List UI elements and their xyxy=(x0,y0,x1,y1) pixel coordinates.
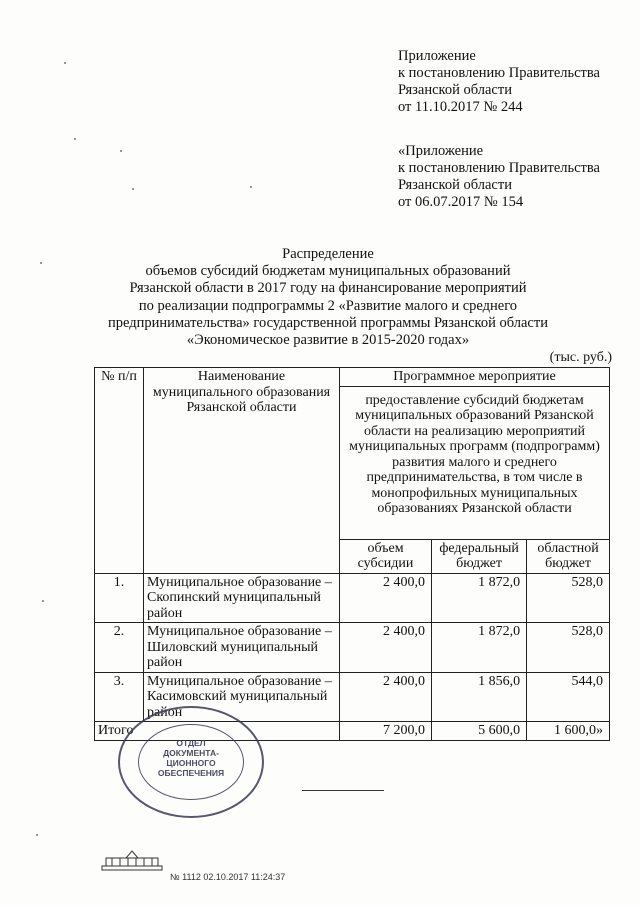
header-federal: федеральный бюджет xyxy=(432,539,527,573)
total-label: Итого xyxy=(95,722,340,741)
total-federal: 5 600,0 xyxy=(432,722,527,741)
row-name: Муниципальное образование – Шиловский муниципальный район xyxy=(144,623,340,673)
quoted-appendix-line: к постановлению Правительства xyxy=(398,160,600,176)
stamp-line: ЦИОННОГО xyxy=(166,758,216,768)
title-line: «Экономическое развитие в 2015-2020 годах» xyxy=(186,332,470,349)
row-name: Муниципальное образование – Скопинский муниципальный район xyxy=(144,573,340,623)
scan-speck xyxy=(74,138,76,140)
row-volume: 2 400,0 xyxy=(340,573,432,623)
appendix-line: к постановлению Правительства xyxy=(398,65,600,81)
total-volume: 7 200,0 xyxy=(340,722,432,741)
stamp-text xyxy=(120,738,262,778)
row-num: 1. xyxy=(95,573,144,623)
appendix-line: от 11.10.2017 № 244 xyxy=(398,99,523,115)
header-name: Наименование муниципального образования Рязанской области xyxy=(144,368,340,574)
row-federal: 1 872,0 xyxy=(432,623,527,673)
stamp-line: ОТДЕЛ xyxy=(176,738,206,748)
department-stamp xyxy=(118,706,264,818)
quoted-appendix-line: от 06.07.2017 № 154 xyxy=(398,194,524,210)
total-regional: 1 600,0» xyxy=(527,722,610,741)
title-line: предпринимательства» государственной программы Рязанской области xyxy=(108,314,548,331)
row-volume: 2 400,0 xyxy=(340,672,432,722)
header-program: Программное мероприятие xyxy=(340,368,610,387)
row-regional: 528,0 xyxy=(527,623,610,673)
scan-speck xyxy=(64,62,66,64)
title-line: объемов субсидий бюджетам муниципальных образований xyxy=(145,263,511,280)
row-volume: 2 400,0 xyxy=(340,623,432,673)
title-line: по реализации подпрограммы 2 «Развитие малого и среднего xyxy=(138,297,518,314)
header-regional: областной бюджет xyxy=(527,539,610,573)
appendix-line: Рязанской области xyxy=(398,82,512,98)
title-line: Рязанской области в 2017 году на финансирование мероприятий xyxy=(129,280,527,297)
row-num: 3. xyxy=(95,672,144,722)
row-name: Муниципальное образование – Касимовский муниципальный район xyxy=(144,672,340,722)
row-federal: 1 856,0 xyxy=(432,672,527,722)
row-federal: 1 872,0 xyxy=(432,573,527,623)
table-row xyxy=(95,573,610,623)
scan-speck xyxy=(132,188,134,190)
header-volume: объем субсидии xyxy=(340,539,432,573)
building-emblem-icon xyxy=(100,848,164,874)
quoted-appendix-header xyxy=(398,143,600,211)
document-title xyxy=(100,246,556,349)
registration-number: № 1112 02.10.2017 11:24:37 xyxy=(170,872,286,882)
subsidy-table xyxy=(94,367,610,741)
title-line: Распределение xyxy=(282,246,374,262)
row-regional: 544,0 xyxy=(527,672,610,722)
quoted-appendix-line: «Приложение xyxy=(398,143,484,159)
row-num: 2. xyxy=(95,623,144,673)
unit-label: (тыс. руб.) xyxy=(549,350,612,365)
stamp-line: ОБЕСПЕЧЕНИЯ xyxy=(157,768,225,778)
header-measure: предоставление субсидий бюджетам муниципальных образований Рязанской области на реализацию мероприятий муниципальных программ (подпрограмм) развития малого и среднего предпринимательства, в том числе в монопрофильных муниципальных образованиях Рязанской области xyxy=(340,386,610,539)
signature-line xyxy=(302,790,384,791)
stamp-line: ДОКУМЕНТА- xyxy=(163,748,219,758)
appendix-header xyxy=(398,48,600,116)
scan-speck xyxy=(250,186,252,188)
scan-speck xyxy=(120,150,122,152)
scan-speck xyxy=(42,600,44,602)
quoted-appendix-line: Рязанской области xyxy=(398,177,512,193)
table-row xyxy=(95,623,610,673)
row-regional: 528,0 xyxy=(527,573,610,623)
appendix-line: Приложение xyxy=(398,48,476,64)
scan-speck xyxy=(36,834,38,836)
scan-speck xyxy=(40,262,42,264)
header-num: № п/п xyxy=(95,368,144,574)
